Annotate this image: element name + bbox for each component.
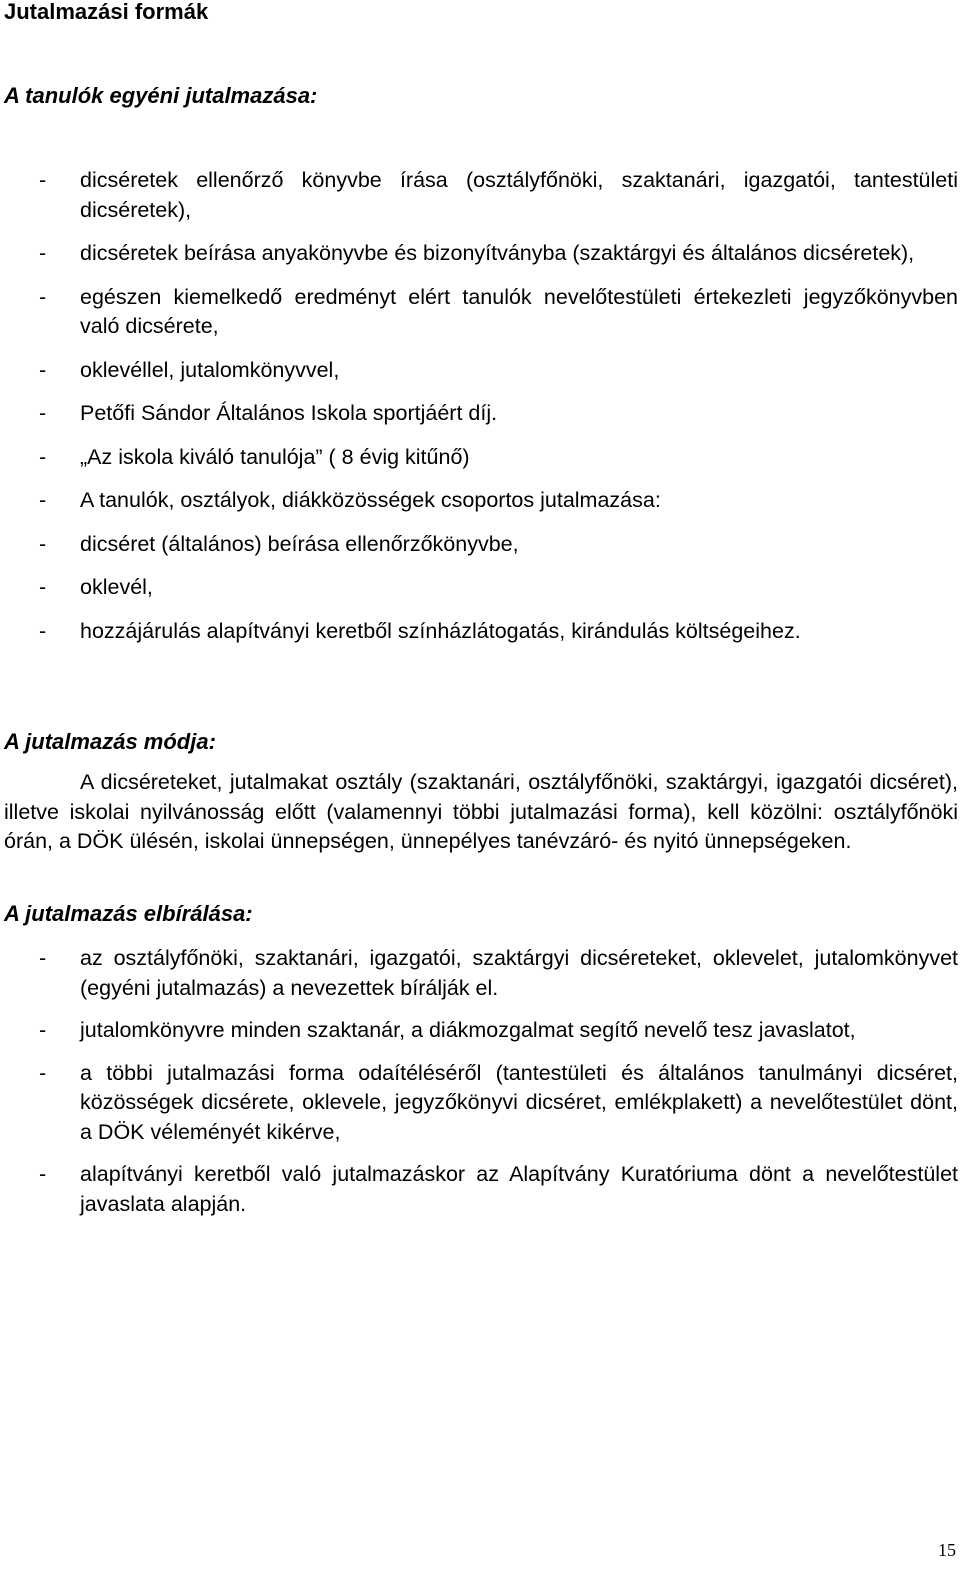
list-bullet: - bbox=[39, 575, 47, 599]
reward-evaluation-list bbox=[0, 944, 958, 1219]
list-item bbox=[0, 944, 958, 1003]
list-bullet: - bbox=[39, 241, 47, 265]
page-title: Jutalmazási formák bbox=[4, 0, 209, 24]
list-item bbox=[0, 166, 958, 225]
list-bullet: - bbox=[39, 618, 47, 643]
list-bullet: - bbox=[39, 531, 47, 556]
list-item bbox=[0, 486, 958, 516]
list-item-text: a többi jutalmazási forma odaítéléséről (tantestületi és általános tanulmányi dicséret, közösségek dicsérete, oklevele, jegyzőkönyvi dicséret, emlékplakett) a nevelőtestület dönt, a DÖK véleményét kikérve, bbox=[80, 1060, 958, 1144]
list-item bbox=[0, 530, 958, 560]
list-item-text: oklevél, bbox=[80, 575, 153, 599]
list-item bbox=[0, 573, 958, 603]
list-item-text: az osztályfőnöki, szaktanári, igazgatói, szaktárgyi dicséreteket, oklevelet, jutalomkönyvet (egyéni jutalmazás) a nevezettek bírálják el. bbox=[80, 946, 958, 1000]
section-heading-reward-evaluation: A jutalmazás elbírálása: bbox=[4, 901, 253, 926]
list-bullet: - bbox=[39, 1018, 47, 1042]
list-item-text: dicséretek ellenőrző könyvbe írása (osztályfőnöki, szaktanári, igazgatói, tantestületi dicséretek), bbox=[80, 168, 958, 222]
list-bullet: - bbox=[39, 444, 47, 469]
list-item bbox=[0, 399, 958, 429]
list-item bbox=[0, 1160, 958, 1219]
list-item-text: jutalomkönyvre minden szaktanár, a diákmozgalmat segítő nevelő tesz javaslatot, bbox=[80, 1018, 856, 1042]
list-item bbox=[0, 1059, 958, 1148]
list-item bbox=[0, 1016, 958, 1046]
individual-rewards-list bbox=[0, 166, 958, 646]
page-number: 15 bbox=[938, 1540, 956, 1560]
list-item-text: dicséretek beírása anyakönyvbe és bizonyítványba (szaktárgyi és általános dicséretek), bbox=[80, 241, 915, 265]
list-bullet: - bbox=[39, 488, 47, 512]
section-heading-reward-method: A jutalmazás módja: bbox=[4, 729, 216, 754]
list-item bbox=[0, 617, 958, 647]
list-item bbox=[0, 443, 958, 473]
list-item-text: dicséret (általános) beírása ellenőrzőkönyvbe, bbox=[80, 531, 519, 556]
list-bullet: - bbox=[39, 401, 47, 425]
list-item bbox=[0, 283, 958, 342]
list-bullet: - bbox=[39, 1060, 47, 1085]
list-bullet: - bbox=[39, 168, 47, 192]
list-item-text: egészen kiemelkedő eredményt elért tanulók nevelőtestületi értekezleti jegyzőkönyvben való dicsérete, bbox=[80, 284, 958, 338]
section-heading-individual-rewards: A tanulók egyéni jutalmazása: bbox=[4, 83, 318, 108]
list-item-text: hozzájárulás alapítványi keretből színházlátogatás, kirándulás költségeihez. bbox=[80, 618, 801, 643]
list-item-text: „Az iskola kiváló tanulója” ( 8 évig kitűnő) bbox=[80, 444, 470, 469]
list-item-text: Petőfi Sándor Általános Iskola sportjáért díj. bbox=[80, 401, 498, 425]
list-item bbox=[0, 356, 958, 386]
list-bullet: - bbox=[39, 1162, 47, 1186]
list-item-text: alapítványi keretből való jutalmazáskor az Alapítvány Kuratóriuma dönt a nevelőtestület javaslata alapján. bbox=[80, 1162, 958, 1216]
list-bullet: - bbox=[39, 357, 47, 382]
list-item-text: oklevéllel, jutalomkönyvvel, bbox=[80, 357, 340, 382]
list-bullet: - bbox=[39, 946, 47, 970]
list-bullet: - bbox=[39, 284, 47, 309]
list-item bbox=[0, 239, 958, 269]
list-item-text: A tanulók, osztályok, diákközösségek csoportos jutalmazása: bbox=[80, 488, 661, 512]
reward-method-paragraph: A dicséreteket, jutalmakat osztály (szaktanári, osztályfőnöki, szaktárgyi, igazgatói dicséret), illetve iskolai nyilvánosság előtt (valamennyi többi jutalmazási forma), kell közölni: osztályfőnöki órán, a DÖK ülésén, iskolai ünnepségen, ünnepélyes tanévzáró- és nyitó ünnepségeken. bbox=[4, 770, 958, 853]
